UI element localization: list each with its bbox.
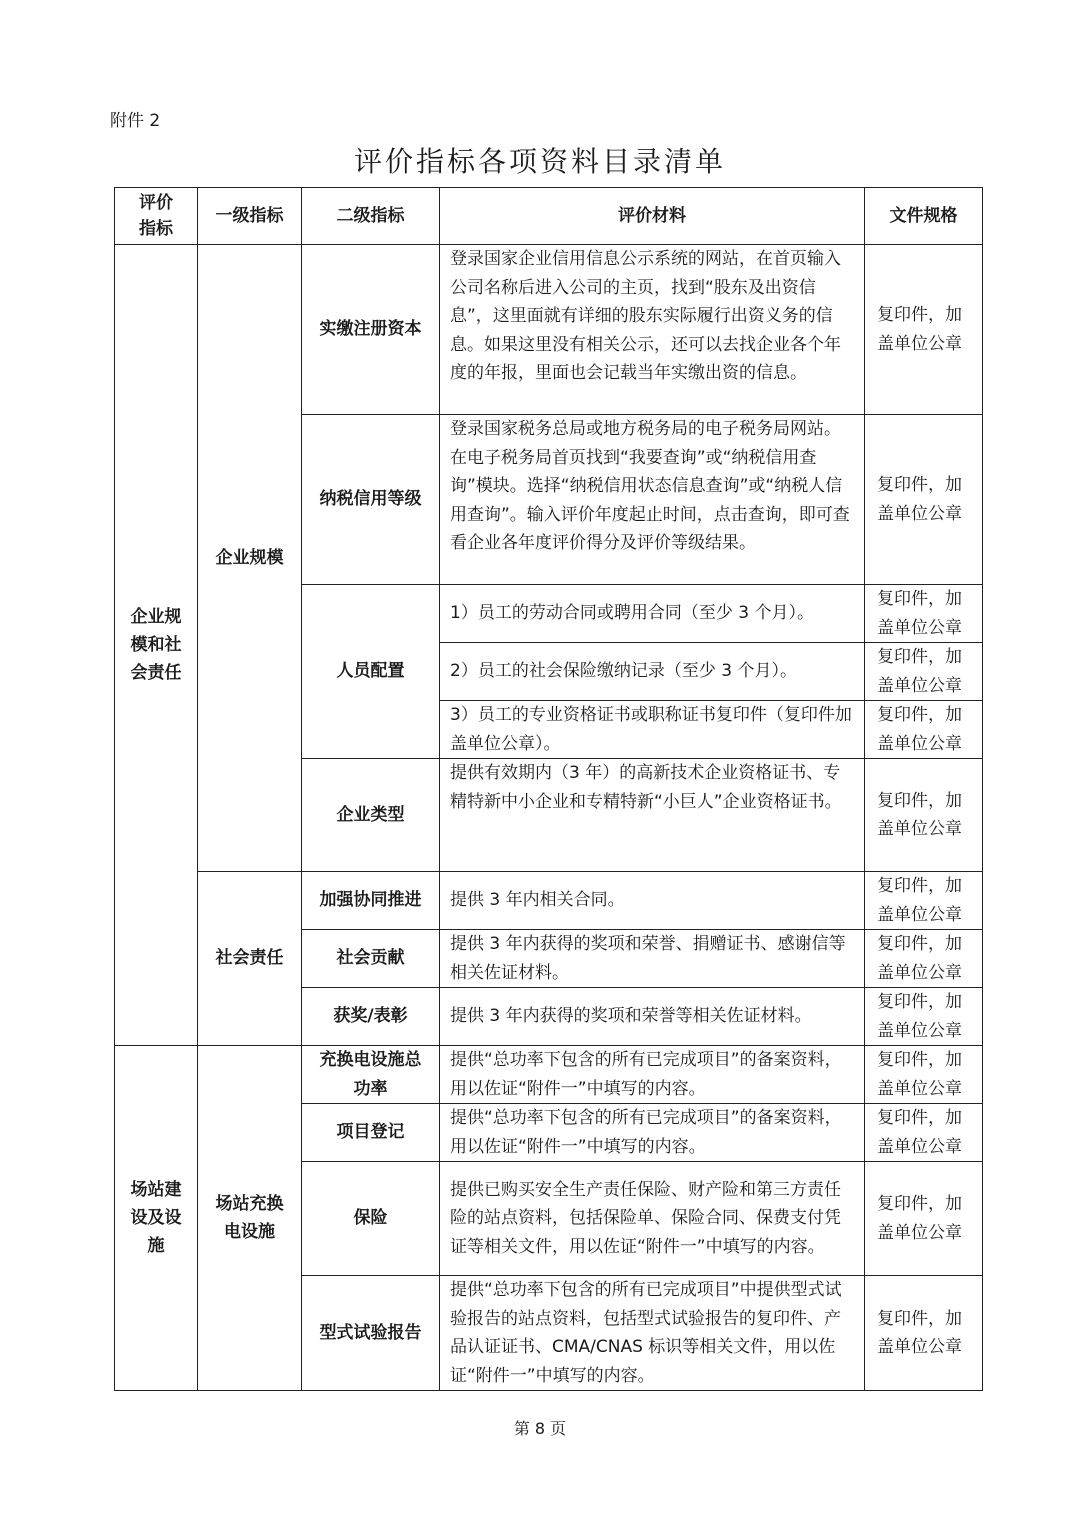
material-cell: 提供“总功率下包含的所有已完成项目”的备案资料，用以佐证“附件一”中填写的内容。 xyxy=(440,1104,865,1162)
spec-cell: 复印件，加盖单位公章 xyxy=(865,701,983,759)
group-cell-station: 场站建设及设施 xyxy=(115,1046,198,1391)
material-cell: 提供“总功率下包含的所有已完成项目”中提供型式试验报告的站点资料，包括型式试验报告的复印件、产品认证证书、CMA/CNAS 标识等相关文件，用以佐证“附件一”中填写的内容。 xyxy=(440,1276,865,1391)
level2-cell: 实缴注册资本 xyxy=(302,245,440,415)
materials-table xyxy=(114,187,983,1391)
page-title: 评价指标各项资料目录清单 xyxy=(353,145,726,178)
table-row xyxy=(115,245,983,415)
material-cell: 登录国家税务总局或地方税务局的电子税务局网站。在电子税务局首页找到“我要查询”或“纳税信用查询”模块。选择“纳税信用状态信息查询”或“纳税人信用查询”。输入评价年度起止时间，点击查询，即可查看企业各年度评价得分及评价等级结果。 xyxy=(440,415,865,585)
level2-cell: 纳税信用等级 xyxy=(302,415,440,585)
spec-cell: 复印件，加盖单位公章 xyxy=(865,1046,983,1104)
attachment-label: 附件 2 xyxy=(110,111,161,131)
spec-cell: 复印件，加盖单位公章 xyxy=(865,585,983,643)
table-row xyxy=(115,1046,983,1104)
table-row xyxy=(115,872,983,930)
level1-cell-station: 场站充换电设施 xyxy=(198,1046,302,1391)
spec-cell: 复印件，加盖单位公章 xyxy=(865,759,983,872)
spec-cell: 复印件，加盖单位公章 xyxy=(865,1104,983,1162)
header-level1: 一级指标 xyxy=(198,188,302,245)
spec-cell: 复印件，加盖单位公章 xyxy=(865,643,983,701)
spec-cell: 复印件，加盖单位公章 xyxy=(865,988,983,1046)
spec-cell: 复印件，加盖单位公章 xyxy=(865,1162,983,1276)
material-cell: 提供“总功率下包含的所有已完成项目”的备案资料，用以佐证“附件一”中填写的内容。 xyxy=(440,1046,865,1104)
level1-cell-social: 社会责任 xyxy=(198,872,302,1046)
level2-cell: 项目登记 xyxy=(302,1104,440,1162)
level2-cell: 社会贡献 xyxy=(302,930,440,988)
material-cell: 3）员工的专业资格证书或职称证书复印件（复印件加盖单位公章）。 xyxy=(440,701,865,759)
material-cell: 1）员工的劳动合同或聘用合同（至少 3 个月）。 xyxy=(440,585,865,643)
material-cell: 提供已购买安全生产责任保险、财产险和第三方责任险的站点资料，包括保险单、保险合同、保费支付凭证等相关文件，用以佐证“附件一”中填写的内容。 xyxy=(440,1162,865,1276)
level2-cell: 人员配置 xyxy=(302,585,440,759)
table-header-row xyxy=(115,188,983,245)
page-number: 第 8 页 xyxy=(513,1419,567,1438)
level2-cell: 充换电设施总功率 xyxy=(302,1046,440,1104)
material-cell: 2）员工的社会保险缴纳记录（至少 3 个月）。 xyxy=(440,643,865,701)
spec-cell: 复印件，加盖单位公章 xyxy=(865,245,983,415)
material-cell: 提供 3 年内获得的奖项和荣誉、捐赠证书、感谢信等相关佐证材料。 xyxy=(440,930,865,988)
material-cell: 提供 3 年内相关合同。 xyxy=(440,872,865,930)
material-cell: 提供有效期内（3 年）的高新技术企业资格证书、专精特新中小企业和专精特新“小巨人”企业资格证书。 xyxy=(440,759,865,872)
group-cell-enterprise: 企业规模和社会责任 xyxy=(115,245,198,1046)
header-indicator: 评价指标 xyxy=(115,188,198,245)
level2-cell: 获奖/表彰 xyxy=(302,988,440,1046)
level2-cell: 保险 xyxy=(302,1162,440,1276)
level1-cell-scale: 企业规模 xyxy=(198,245,302,872)
header-spec: 文件规格 xyxy=(865,188,983,245)
spec-cell: 复印件，加盖单位公章 xyxy=(865,1276,983,1391)
material-cell: 登录国家企业信用信息公示系统的网站，在首页输入公司名称后进入公司的主页，找到“股东及出资信息”，这里面就有详细的股东实际履行出资义务的信息。如果这里没有相关公示，还可以去找企业各个年度的年报，里面也会记载当年实缴出资的信息。 xyxy=(440,245,865,415)
spec-cell: 复印件，加盖单位公章 xyxy=(865,872,983,930)
level2-cell: 加强协同推进 xyxy=(302,872,440,930)
material-cell: 提供 3 年内获得的奖项和荣誉等相关佐证材料。 xyxy=(440,988,865,1046)
header-level2: 二级指标 xyxy=(302,188,440,245)
header-material: 评价材料 xyxy=(440,188,865,245)
spec-cell: 复印件，加盖单位公章 xyxy=(865,930,983,988)
level2-cell: 型式试验报告 xyxy=(302,1276,440,1391)
level2-cell: 企业类型 xyxy=(302,759,440,872)
spec-cell: 复印件，加盖单位公章 xyxy=(865,415,983,585)
